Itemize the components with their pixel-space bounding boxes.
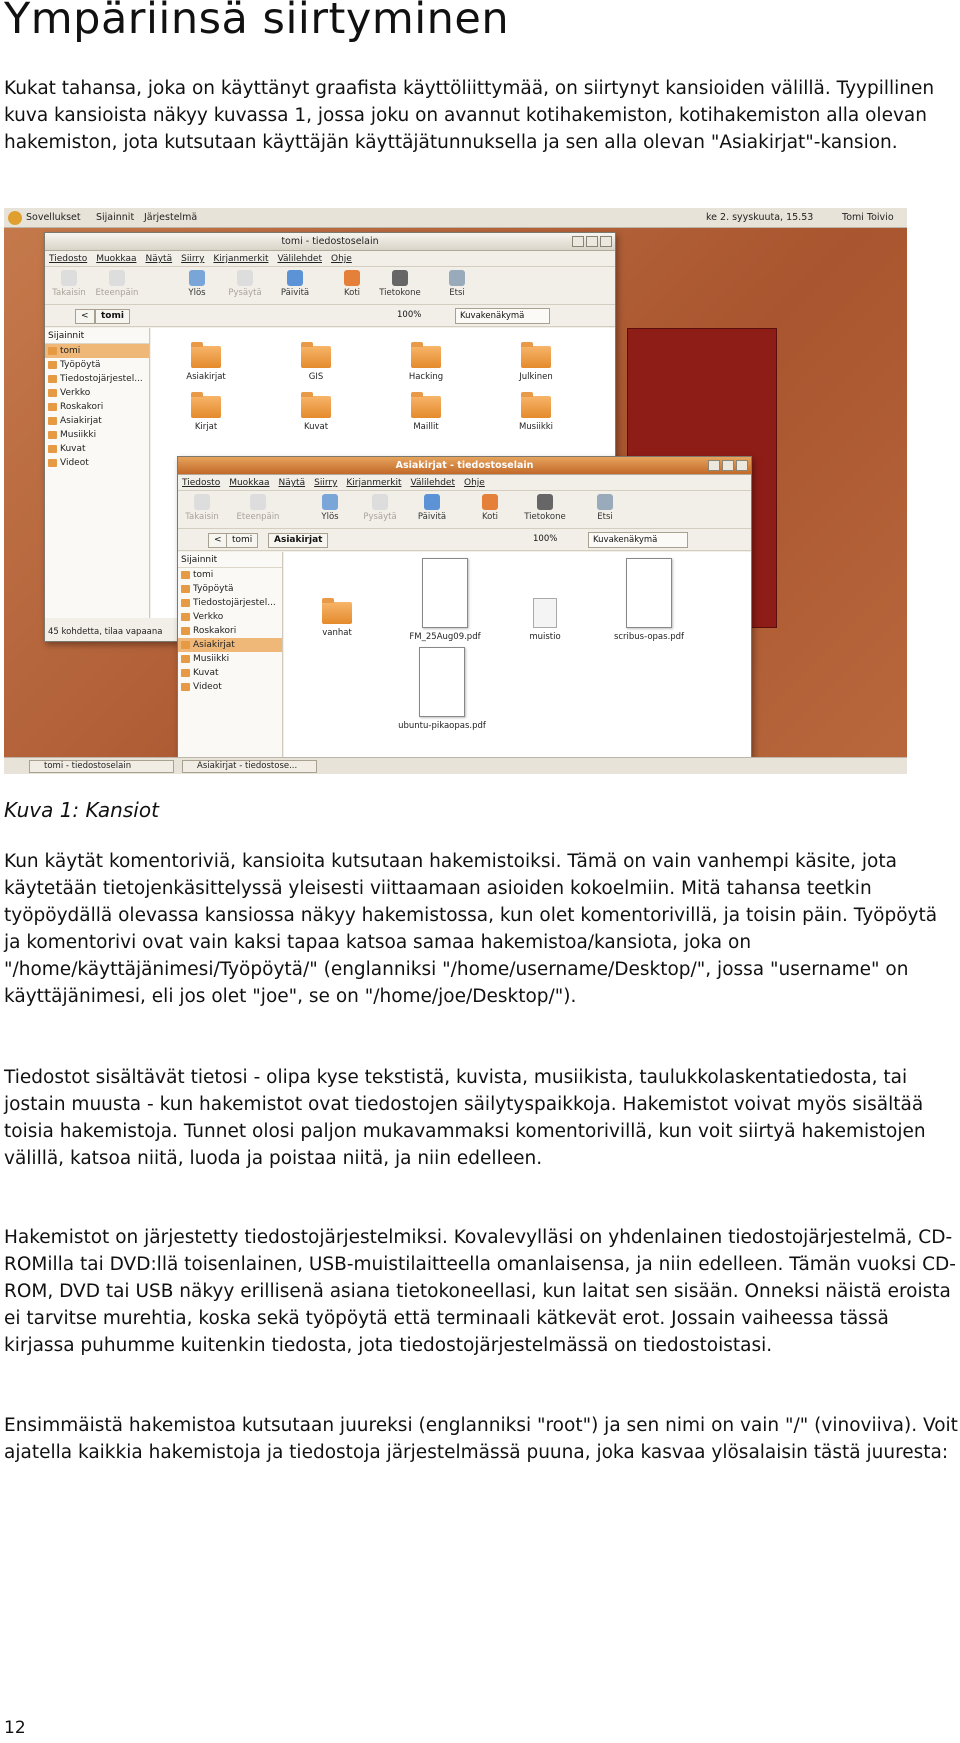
pdf-icon: [419, 647, 465, 717]
window1-menubar: [45, 251, 615, 267]
home-button[interactable]: Koti: [468, 494, 512, 522]
menu-tabs[interactable]: Välilehdet: [410, 478, 455, 488]
sidebar-item-documents[interactable]: Asiakirjat: [45, 414, 149, 428]
stop-icon: [237, 270, 253, 286]
window2-file-area: [284, 552, 751, 774]
sidebar-header: Sijainnit: [45, 328, 149, 344]
search-button[interactable]: Etsi: [583, 494, 627, 522]
reload-icon: [424, 494, 440, 510]
close-icon[interactable]: [600, 236, 612, 247]
back-button[interactable]: Takaisin: [47, 270, 91, 298]
window1-titlebar: [45, 233, 615, 251]
window2-controls: [706, 460, 748, 478]
paragraph-files: Tiedostot sisältävät tietosi - olipa kyse tekstistä, kuvista, musiikista, taulukkolaskentatiedosta, tai jostain muusta - kun hakemistot ovat tiedostojen säilytyspaikkoja. Hakemistot voivat myös sisältää toisia hakemistoja. Tunnet olosi paljon mukavammaksi komentorivillä, kun voit siirtyä hakemistojen välillä, katsoa niitä, luoda ja poistaa niitä, ja niin edelleen.: [4, 1067, 926, 1169]
sidebar-item-trash[interactable]: Roskakori: [45, 400, 149, 414]
forward-button[interactable]: Eteenpäin: [236, 494, 280, 522]
window1-back-crumb[interactable]: <: [75, 309, 95, 324]
window1-title: tomi - tiedostoselain: [281, 236, 379, 247]
zoom-level: 100%: [397, 310, 422, 320]
window-documents-browser: [177, 456, 752, 774]
paragraph-root: Ensimmäistä hakemistoa kutsutaan juureksi (englanniksi "root") ja sen nimi on vain "/" (vinoviiva). Voit ajatella kaikkia hakemistoja ja tiedostoja järjestelmässä puuna, joka kasvaa ylösalaisin tästä juuresta:: [4, 1415, 958, 1463]
sidebar-item-filesystem[interactable]: Tiedostojärjestel...: [178, 596, 282, 610]
reload-button[interactable]: Päivitä: [410, 494, 454, 522]
folder-item[interactable]: vanhat: [302, 602, 372, 638]
folder-icon: [191, 346, 221, 368]
minimize-icon[interactable]: [572, 236, 584, 247]
menu-go[interactable]: Siirry: [181, 254, 205, 264]
window1-crumb-home[interactable]: tomi: [95, 309, 130, 324]
back-button[interactable]: Takaisin: [180, 494, 224, 522]
window2-back-crumb[interactable]: <: [208, 533, 228, 548]
sidebar-item-network[interactable]: Verkko: [178, 610, 282, 624]
window2-crumb-home[interactable]: tomi: [226, 533, 258, 548]
close-icon[interactable]: [736, 460, 748, 471]
up-icon: [322, 494, 338, 510]
sidebar-item-music[interactable]: Musiikki: [178, 652, 282, 666]
folder-icon: [411, 396, 441, 418]
paragraph-directories: Kun käytät komentoriviä, kansioita kutsutaan hakemistoiksi. Tämä on vain vanhempi käsite, jota käytetään tietojenkäsittelyssä yleisesti viittaamaan asioiden kokoelmiin. Mitä tahansa teetkin työpöydällä olevassa kansiossa näkyy hakemistossa, kun olet komentorivillä, ja toisin päin. Työpöytä ja komentorivi ovat vain kaksi tapaa katsoa samaa hakemistoa/kansiota, joka on "/home/käyttäjänimesi/Työpöytä/" (englanniksi "/home/username/Desktop/", jossa "username" on käyttäjänimesi, eli jos olet "joe", se on "/home/joe/Desktop/").: [4, 851, 938, 1007]
paragraph-filesystems: Hakemistot on järjestetty tiedostojärjestelmiksi. Kovalevylläsi on yhdenlainen tiedostojärjestelmä, CD-ROMilla tai DVD:llä toisenlainen, USB-muistilaitteella omanlaisensa, ja niin edelleen. Tämän vuoksi CD-ROM, DVD tai USB näkyy erillisenä asiana tietokoneellasi, kun laitat sen sisään. Onneksi näistä eroista ei tarvitse murehtia, koska sekä työpöytä että terminaali kätkevät erot. Jossain vaiheessa tässä kirjassa puhumme kuitenkin tiedosta, jota tiedostojärjestelmässä on tiedostoistasi.: [4, 1227, 956, 1356]
user-label: Tomi Toivio: [842, 212, 894, 223]
stop-icon: [372, 494, 388, 510]
sidebar-item-documents[interactable]: Asiakirjat: [178, 638, 282, 652]
page-number: 12: [4, 1718, 26, 1738]
folder-item[interactable]: Kuvat: [281, 396, 351, 432]
maximize-icon[interactable]: [722, 460, 734, 471]
stop-button[interactable]: Pysäytä: [358, 494, 402, 522]
folder-item[interactable]: Asiakirjat: [171, 346, 241, 382]
text-file-icon: [533, 598, 557, 628]
window2-locationbar: [178, 529, 751, 551]
zoom-level: 100%: [533, 534, 558, 544]
folder-icon: [301, 396, 331, 418]
maximize-icon[interactable]: [586, 236, 598, 247]
window2-titlebar: [178, 457, 751, 475]
file-item[interactable]: muistio: [510, 598, 580, 642]
bottom-panel: [4, 757, 907, 774]
menu-help[interactable]: Ohje: [463, 478, 485, 488]
home-button[interactable]: Koti: [330, 270, 374, 298]
up-button[interactable]: Ylös: [175, 270, 219, 298]
back-icon: [194, 494, 210, 510]
folder-item[interactable]: Kirjat: [171, 396, 241, 432]
folder-item[interactable]: Musiikki: [501, 396, 571, 432]
folders-screenshot-figure: [4, 208, 907, 774]
window1-locationbar: [45, 305, 615, 327]
paragraph-intro: Kukat tahansa, joka on käyttänyt graafista käyttöliittymää, on siirtynyt kansioiden välillä. Tyypillinen kuva kansioista näkyy kuvassa 1, jossa joku on avannut kotihakemiston, kotihakemiston alla olevan hakemiston, jota kutsutaan käyttäjän käyttäjätunnuksella ja sen alla olevan "Asiakirjat"-kansion.: [4, 78, 935, 153]
figure-caption: Kuva 1: Kansiot: [4, 798, 159, 822]
forward-icon: [250, 494, 266, 510]
sidebar-item-home[interactable]: tomi: [45, 344, 149, 358]
forward-button[interactable]: Eteenpäin: [95, 270, 139, 298]
taskbar-item-documents[interactable]: Asiakirjat - tiedostose...: [182, 760, 317, 773]
sidebar-item-pictures[interactable]: Kuvat: [45, 442, 149, 456]
folder-icon: [411, 346, 441, 368]
sidebar-item-music[interactable]: Musiikki: [45, 428, 149, 442]
menu-bookmarks[interactable]: Kirjanmerkit: [346, 478, 402, 488]
sidebar-item-home[interactable]: tomi: [178, 568, 282, 582]
file-item[interactable]: ubuntu-pikaopas.pdf: [392, 647, 492, 731]
reload-icon: [287, 270, 303, 286]
file-item[interactable]: scribus-opas.pdf: [604, 558, 694, 642]
sidebar-item-trash[interactable]: Roskakori: [178, 624, 282, 638]
folder-icon: [191, 396, 221, 418]
search-icon: [597, 494, 613, 510]
window2-sidebar: [178, 552, 283, 774]
window1-toolbar: [45, 267, 615, 305]
computer-icon: [392, 270, 408, 286]
folder-icon: [521, 396, 551, 418]
sidebar-item-desktop[interactable]: Työpöytä: [45, 358, 149, 372]
folder-item[interactable]: Julkinen: [501, 346, 571, 382]
reload-button[interactable]: Päivitä: [273, 270, 317, 298]
pdf-icon: [422, 558, 468, 628]
menu-bookmarks[interactable]: Kirjanmerkit: [213, 254, 269, 264]
search-button[interactable]: Etsi: [435, 270, 479, 298]
menu-applications[interactable]: Sovellukset: [26, 212, 81, 223]
computer-icon: [537, 494, 553, 510]
sidebar-item-filesystem[interactable]: Tiedostojärjestel...: [45, 372, 149, 386]
window1-controls: [570, 236, 612, 254]
home-icon: [482, 494, 498, 510]
file-item[interactable]: FM_25Aug09.pdf: [400, 558, 490, 642]
top-panel: [4, 208, 907, 228]
sidebar-item-desktop[interactable]: Työpöytä: [178, 582, 282, 596]
clock-label: ke 2. syyskuuta, 15.53: [706, 212, 814, 223]
window2-menubar: [178, 475, 751, 491]
window2-title: Asiakirjat - tiedostoselain: [395, 460, 534, 471]
taskbar-item-home[interactable]: tomi - tiedostoselain: [29, 760, 174, 773]
forward-icon: [109, 270, 125, 286]
window1-sidebar: [45, 328, 150, 618]
home-icon: [344, 270, 360, 286]
view-mode-select[interactable]: Kuvakenäkymä: [588, 532, 688, 548]
window2-crumb-documents[interactable]: Asiakirjat: [268, 533, 328, 548]
folder-item[interactable]: GIS: [281, 346, 351, 382]
sidebar-item-videos[interactable]: Videot: [45, 456, 149, 470]
sidebar-item-network[interactable]: Verkko: [45, 386, 149, 400]
stop-button[interactable]: Pysäytä: [223, 270, 267, 298]
menu-file[interactable]: Tiedosto: [182, 478, 221, 488]
menu-help[interactable]: Ohje: [330, 254, 352, 264]
page-heading: Ympäriinsä siirtyminen: [4, 0, 510, 44]
search-icon: [449, 270, 465, 286]
menu-places[interactable]: Sijainnit: [96, 212, 135, 223]
folder-icon: [521, 346, 551, 368]
menu-file[interactable]: Tiedosto: [49, 254, 88, 264]
sidebar-item-pictures[interactable]: Kuvat: [178, 666, 282, 680]
menu-view[interactable]: Näytä: [145, 254, 173, 264]
up-button[interactable]: Ylös: [308, 494, 352, 522]
sidebar-item-videos[interactable]: Videot: [178, 680, 282, 694]
computer-button[interactable]: Tietokone: [523, 494, 567, 522]
minimize-icon[interactable]: [708, 460, 720, 471]
folder-item[interactable]: Maillit: [391, 396, 461, 432]
folder-icon: [322, 602, 352, 624]
sidebar-header: Sijainnit: [178, 552, 282, 568]
menu-edit[interactable]: Muokkaa: [229, 478, 270, 488]
menu-system[interactable]: Järjestelmä: [144, 212, 198, 223]
menu-go[interactable]: Siirry: [314, 478, 338, 488]
ubuntu-logo-icon: [8, 211, 22, 225]
menu-view[interactable]: Näytä: [278, 478, 306, 488]
computer-button[interactable]: Tietokone: [378, 270, 422, 298]
view-mode-select[interactable]: Kuvakenäkymä: [455, 308, 550, 324]
menu-edit[interactable]: Muokkaa: [96, 254, 137, 264]
folder-item[interactable]: Hacking: [391, 346, 461, 382]
window2-toolbar: [178, 491, 751, 529]
menu-tabs[interactable]: Välilehdet: [277, 254, 322, 264]
pdf-icon: [626, 558, 672, 628]
folder-icon: [301, 346, 331, 368]
back-icon: [61, 270, 77, 286]
up-icon: [189, 270, 205, 286]
window1-statusbar: 45 kohdetta, tilaa vapaana: [48, 627, 163, 637]
